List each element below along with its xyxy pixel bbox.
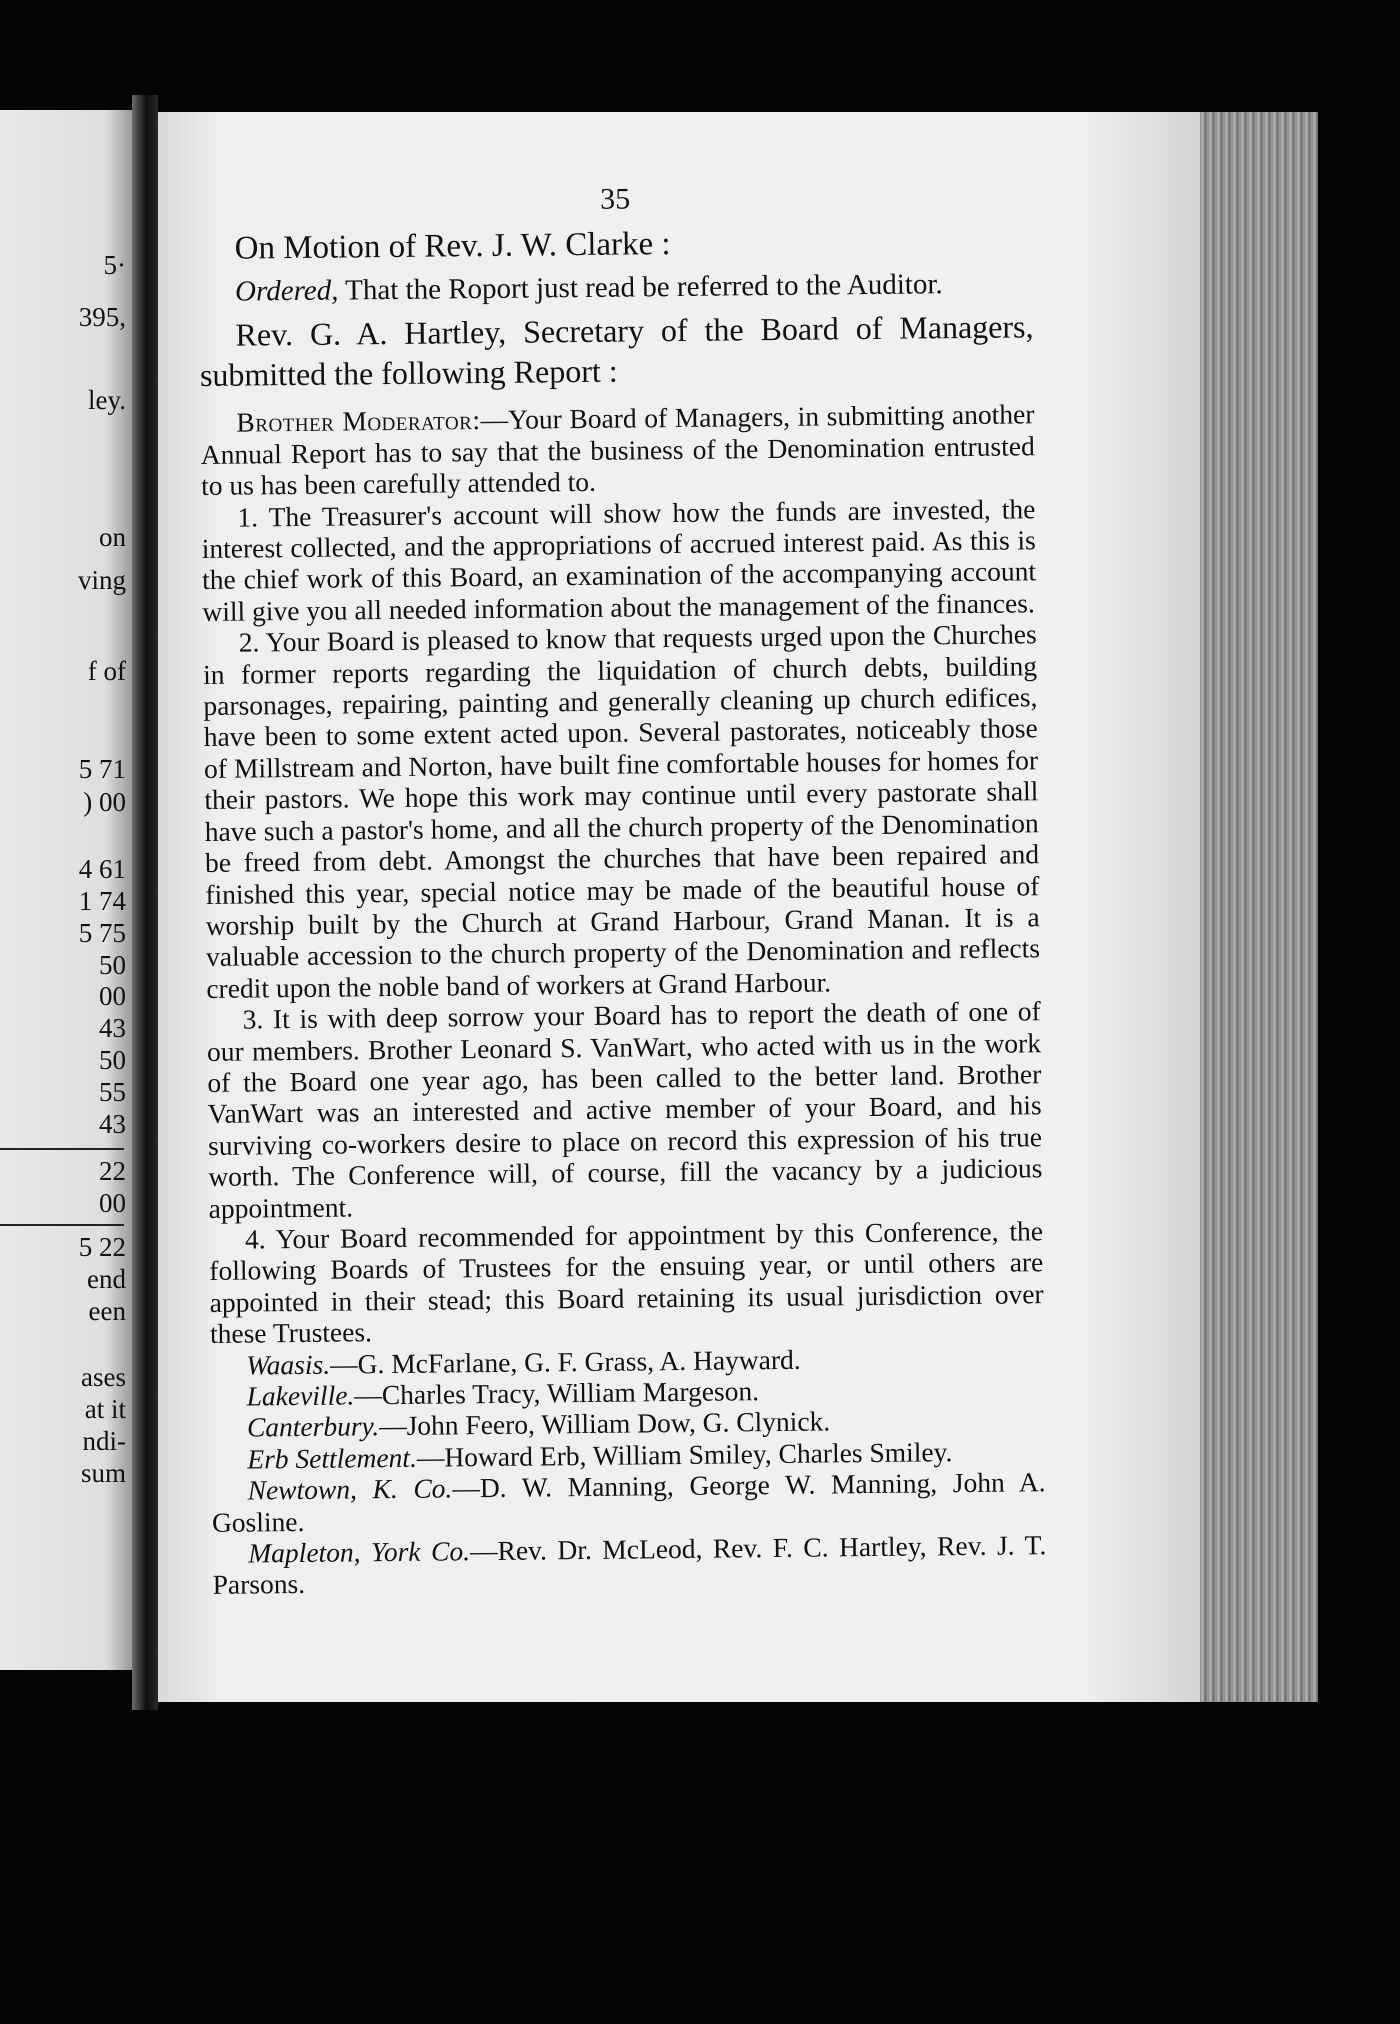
left-fragment: 00 (99, 1188, 126, 1218)
board-names: —G. McFarlane, G. F. Grass, A. Hayward. (329, 1343, 801, 1380)
left-fragment: 5 22 (78, 1232, 126, 1262)
left-fragment: at it (84, 1394, 126, 1424)
paragraph-1: 1. The Treasurer's account will show how the funds are invested, the interest collected, and the appropriations of accrued interest paid. As this is the chief work of this Board, an examination of the accompanying account will give you all needed information about the management of the finances. (201, 492, 1037, 627)
address-lead: Brother Moderator: (236, 404, 481, 439)
page-edges (1200, 112, 1318, 1702)
ordered-line (235, 265, 1033, 311)
left-page-edge (0, 110, 132, 1670)
board-place: Waasis. (246, 1348, 331, 1381)
left-fragment: 4 61 (78, 854, 126, 884)
left-fragment: ) 00 (83, 787, 126, 817)
left-fragment: f of (87, 656, 126, 686)
board-names: —Charles Tracy, William Margeson. (354, 1375, 760, 1411)
left-fragment: ndi- (82, 1426, 126, 1456)
page-body (198, 179, 1047, 1600)
ordered-text: That the Roport just read be referred to the Auditor. (338, 268, 943, 307)
trustee-board (212, 1529, 1047, 1601)
left-fragment: sum (80, 1458, 126, 1488)
left-fragment: ley. (88, 385, 126, 415)
left-fragment: 55 (99, 1077, 126, 1107)
board-names: —Rev. Dr. McLeod, Rev. F. C. Hartley, Rev. J. T. Parsons. (212, 1529, 1047, 1601)
book-gutter (132, 95, 158, 1710)
submission-line: Rev. G. A. Hartley, Secretary of the Board of Managers, submitted the following Report : (199, 308, 1034, 394)
left-fragment: 5· (103, 250, 126, 280)
left-fragment: 43 (99, 1109, 126, 1139)
left-fragment: ases (81, 1362, 126, 1392)
sum-rule (0, 1148, 124, 1150)
left-fragment: 5 71 (78, 754, 126, 784)
ordered-lead: Ordered, (234, 274, 339, 309)
left-fragment: 395, (78, 302, 126, 332)
board-names: —John Feero, William Dow, G. Clynick. (378, 1405, 831, 1442)
board-place: Lakeville. (246, 1379, 355, 1412)
page-number: 35 (599, 182, 631, 216)
board-place: Mapleton, York Co. (248, 1535, 471, 1569)
sum-rule (0, 1224, 124, 1226)
left-fragment: 43 (99, 1013, 126, 1043)
motion-heading: On Motion of Rev. J. W. Clarke : (234, 226, 671, 268)
trustee-board (211, 1466, 1046, 1538)
board-place: Canterbury. (246, 1410, 380, 1443)
left-fragment: 22 (99, 1156, 126, 1186)
report-intro (200, 399, 1035, 502)
left-fragment: 1 74 (78, 886, 126, 916)
left-fragment: 00 (99, 981, 126, 1011)
board-place: Erb Settlement. (247, 1441, 418, 1475)
left-fragment: 50 (99, 950, 126, 980)
left-fragment: end (87, 1264, 126, 1294)
paragraph-3: 3. It is with deep sorrow your Board has to report the death of one of our members. Brother Leonard S. VanWart, who acted with us in the work of the Board one year ago, has been called to the better land. Brother VanWart was an interested and active member of your Board, and his surviving co-workers desire to place on record this expression of his true worth. The Conference will, of course, fill the vacancy by a judicious appointment. (206, 995, 1043, 1224)
intro-text: —Your Board of Managers, in submitting another Annual Report has to say that the business of the Denomination entrusted to us has been carefully attended to. (200, 398, 1035, 502)
board-names: —Howard Erb, William Smiley, Charles Smiley. (416, 1435, 953, 1473)
left-fragment: 50 (99, 1045, 126, 1075)
left-fragment: een (88, 1296, 126, 1326)
left-fragment: on (99, 522, 126, 552)
left-fragment: 5 75 (78, 918, 126, 948)
paragraph-2: 2. Your Board is pleased to know that requests urged upon the Churches in former reports regarding the liquidation of church debts, building parsonages, repairing, painting and generally cleaning up church edifices, have been to some extent acted upon. Several pastorates, noticeably those of Millstream and Norton, have built fine comfortable houses for homes for their pastors. We hope this work may continue until every pastorate shall have such a pastor's home, and all the church property of the Denomination be freed from debt. Amongst the churches that have been repaired and finished this year, special notice may be made of the beautiful house of worship built by the Church at Grand Harbour, Grand Manan. It is a valuable accession to the church property of the Denomination and reflects credit upon the noble band of workers at Grand Harbour. (202, 618, 1041, 1004)
board-names: —D. W. Manning, George W. Manning, John A. Gosline. (211, 1466, 1046, 1538)
left-fragment: ving (77, 565, 126, 595)
board-place: Newtown, K. Co. (247, 1472, 453, 1506)
paragraph-4: 4. Your Board recommended for appointment by this Conference, the following Boards of Trustees for the ensuing year, or until others are appointed in their stead; this Board retaining its usual jurisdiction over these Trustees. (209, 1215, 1044, 1350)
